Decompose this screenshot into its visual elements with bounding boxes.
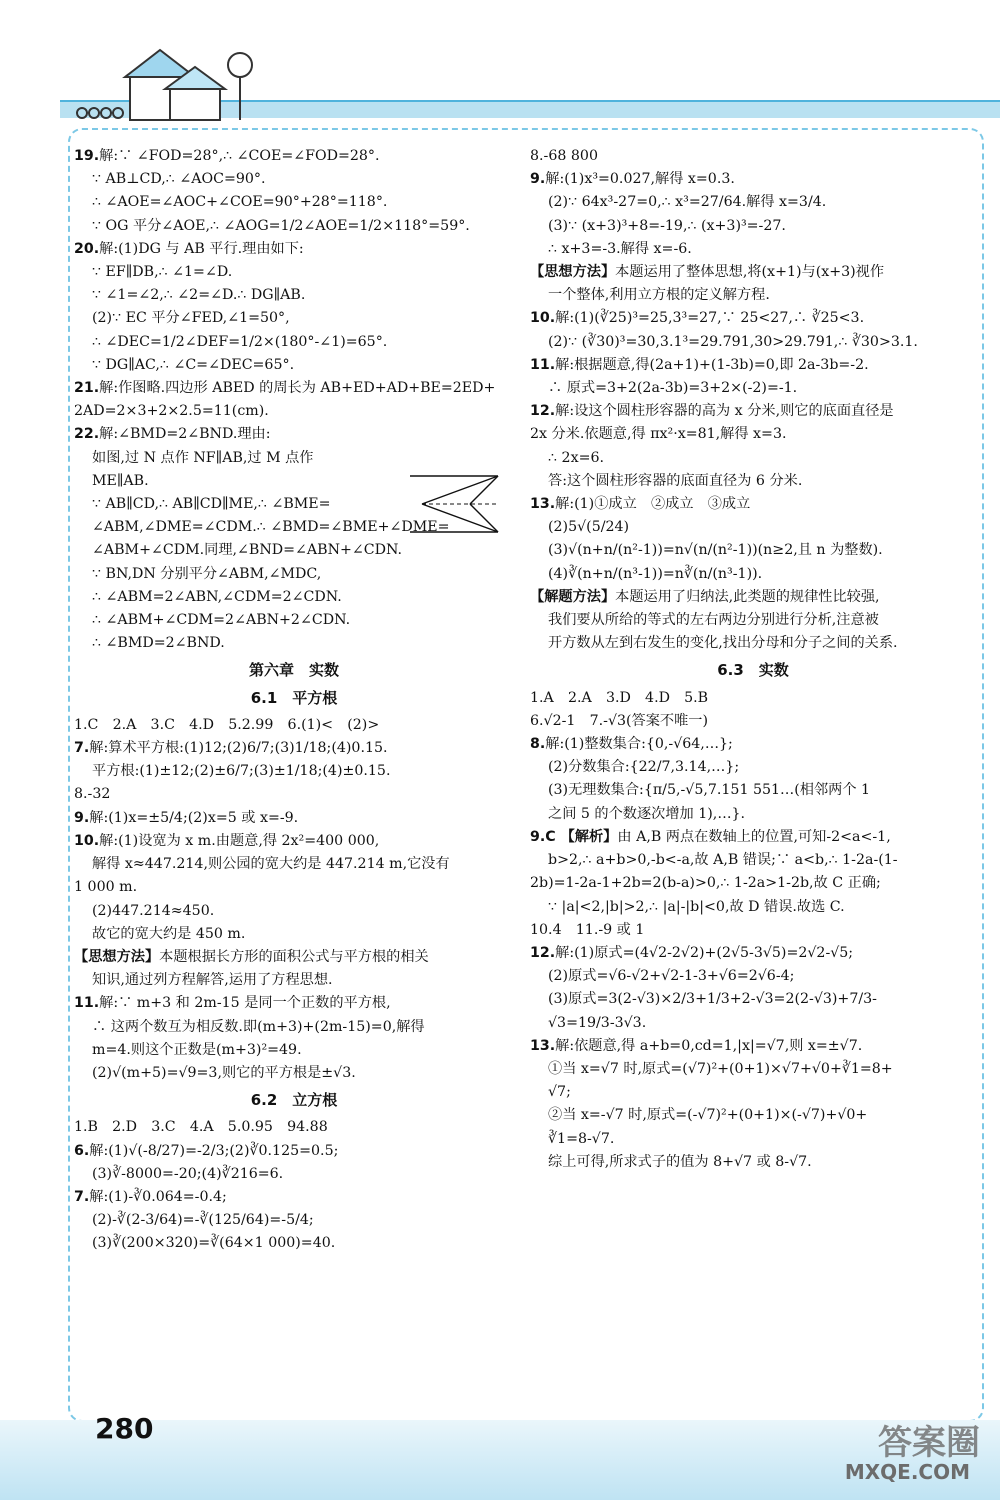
answer-text: 2x 分米.依题意,得 πx²·x=81,解得 x=3. (530, 426, 787, 443)
section-heading (530, 659, 976, 682)
question-number: 10. (74, 832, 100, 849)
answer-line (74, 354, 514, 377)
page-number: 280 (95, 1412, 154, 1445)
answer-line (74, 1209, 514, 1232)
answer-text: (2)分数集合:{22/7,3.14,…}; (548, 759, 740, 776)
geometry-figure (400, 466, 512, 540)
answer-text: 1 000 m. (74, 879, 138, 896)
answer-line (74, 714, 514, 737)
answer-line (530, 710, 976, 733)
answer-line (74, 946, 514, 969)
answer-text: ∵ OG 平分∠AOE,∴ ∠AOG=1/2∠AOE=1/2×118°=59°. (92, 217, 470, 234)
answer-text: √7; (548, 1084, 571, 1101)
answer-text: 解得 x≈447.214,则公园的宽大约是 447.214 m,它没有 (92, 856, 450, 873)
question-number: 13. (530, 1037, 556, 1054)
answer-line (74, 238, 514, 261)
watermark-logo: 答案圈 (878, 1423, 980, 1463)
answer-text: (2)-∛(2-3/64)=-∛(125/64)=-5/4; (92, 1212, 314, 1229)
answer-text: 一个整体,利用立方根的定义解方程. (548, 287, 770, 304)
question-number: 12. (530, 403, 556, 420)
answer-text: 8.-68 800 (530, 148, 598, 164)
answer-line (530, 1035, 976, 1058)
answer-line (530, 896, 976, 919)
answer-line (530, 238, 976, 261)
answer-text: 解:(1)整数集合:{0,-√64,…}; (545, 736, 733, 753)
answer-text: ∵ BN,DN 分别平分∠ABM,∠MDC, (92, 565, 322, 582)
section-title: 6.2 立方根 (250, 1091, 338, 1110)
answer-line (530, 1128, 976, 1151)
answer-line (74, 923, 514, 946)
answer-text: 本题运用了整体思想,将(x+1)与(x+3)视作 (615, 264, 885, 281)
answer-text: ∴ x+3=-3.解得 x=-6. (548, 240, 692, 257)
answer-line (530, 632, 976, 655)
answer-text: 解:(1)DG 与 AB 平行.理由如下: (99, 240, 304, 257)
method-tag: 9.C 【解析】 (530, 828, 618, 845)
answer-text: 知识,通过列方程解答,运用了方程思想. (92, 972, 333, 989)
answer-line (74, 992, 514, 1015)
answer-line (74, 400, 514, 423)
question-number: 6. (74, 1142, 90, 1159)
answer-line (74, 1116, 514, 1139)
answer-text: 解:∠BMD=2∠BND.理由: (99, 426, 271, 443)
answer-line (74, 215, 514, 238)
answer-text: b>2,∴ a+b>0,-b<-a,故 A,B 错误;∵ a<b,∴ 1-2a-(1- (548, 852, 898, 869)
answer-line (74, 423, 514, 446)
answer-line (74, 539, 514, 562)
section-heading (74, 687, 514, 710)
answer-text: 解:(1)①成立 ②成立 ③成立 (555, 496, 751, 513)
answer-line (74, 969, 514, 992)
answer-line (530, 423, 976, 446)
answer-line (530, 756, 976, 779)
answer-text: 由 A,B 两点在数轴上的位置,可知-2<a<-1, (617, 828, 891, 845)
answer-text: (3)∛(200×320)=∛(64×1 000)=40. (92, 1235, 336, 1252)
answer-text: 解:(1)√(-8/27)=-2/3;(2)∛0.125=0.5; (89, 1142, 339, 1159)
answer-text: ∴ ∠ABM+∠CDM=2∠ABN+2∠CDN. (92, 612, 351, 629)
answer-text: 8.-32 (74, 786, 111, 803)
answer-line (74, 284, 514, 307)
answer-text: 之间 5 的个数逐次增加 1),…}. (548, 805, 746, 822)
answer-line (74, 807, 514, 830)
answer-line (530, 965, 976, 988)
answer-text: (2)∵ (∛30)³=30,3.1³=29.791,30>29.791,∴ ∛30>3.1. (548, 333, 918, 350)
answer-line (74, 1186, 514, 1209)
answer-line (74, 632, 514, 655)
answer-line (530, 377, 976, 400)
answer-text: ∵ EF∥DB,∴ ∠1=∠D. (92, 264, 233, 281)
answer-line (530, 168, 976, 191)
section-heading (74, 659, 514, 682)
answer-text: (3)原式=3(2-√3)×2/3+1/3+2-√3=2(2-√3)+7/3- (548, 991, 877, 1008)
answer-text: 1.A 2.A 3.D 4.D 5.B (530, 689, 709, 706)
answer-text: ∴ ∠BMD=2∠BND. (92, 635, 225, 652)
answer-line (74, 307, 514, 330)
answer-line (74, 1232, 514, 1255)
answer-text: (3)∵ (x+3)³+8=-19,∴ (x+3)³=-27. (548, 217, 786, 234)
answer-line (530, 563, 976, 586)
answer-text: (3)无理数集合:{π/5,-√5,7.151 551…(相邻两个 1 (548, 782, 871, 799)
answer-line (530, 779, 976, 802)
answer-text: 平方根:(1)±12;(2)±6/7;(3)±1/18;(4)±0.15. (92, 763, 391, 780)
answer-text: ∴ ∠ABM=2∠ABN,∠CDM=2∠CDN. (92, 588, 342, 605)
section-heading (74, 1089, 514, 1112)
left-column (74, 145, 514, 1256)
answer-text: (2)5√(5/24) (548, 519, 630, 536)
answer-text: 答:这个圆柱形容器的底面直径为 6 分米. (548, 472, 803, 489)
answer-text: 开方数从左到右发生的变化,找出分母和分子之间的关系. (548, 635, 898, 652)
right-column (530, 145, 976, 1174)
answer-line (530, 1151, 976, 1174)
answer-line (530, 516, 976, 539)
answer-text: (2)原式=√6-√2+√2-1-3+√6=2√6-4; (548, 968, 795, 985)
answer-line (530, 1012, 976, 1035)
answer-line (530, 400, 976, 423)
answer-text: ∴ 这两个数互为相反数.即(m+3)+(2m-15)=0,解得 (92, 1018, 425, 1035)
answer-line (74, 563, 514, 586)
answer-line (530, 942, 976, 965)
answer-line (74, 586, 514, 609)
answer-line (530, 586, 976, 609)
answer-line (530, 191, 976, 214)
answer-text: ∴ 2x=6. (548, 449, 604, 466)
answer-text: 本题运用了归纳法,此类题的规律性比较强, (615, 588, 880, 605)
answer-line (74, 737, 514, 760)
section-title: 第六章 实数 (248, 661, 339, 680)
question-number: 22. (74, 426, 100, 443)
answer-line (74, 853, 514, 876)
watermark-url: MXQE.COM (844, 1460, 970, 1484)
answer-line (530, 470, 976, 493)
answer-text: 2AD=2×3+2×2.5=11(cm). (74, 403, 269, 420)
answer-line (530, 1058, 976, 1081)
answer-line (530, 919, 976, 942)
answer-line (74, 1039, 514, 1062)
answer-text: ∵ DG∥AC,∴ ∠C=∠DEC=65°. (92, 356, 295, 373)
answer-line (530, 609, 976, 632)
answer-text: 解:∵ m+3 和 2m-15 是同一个正数的平方根, (99, 995, 391, 1012)
answer-line (74, 760, 514, 783)
answer-text: ∴ ∠DEC=1/2∠DEF=1/2×(180°-∠1)=65°. (92, 333, 388, 350)
answer-line (74, 1163, 514, 1186)
answer-text: 解:设这个圆柱形容器的高为 x 分米,则它的底面直径是 (555, 403, 894, 420)
answer-line (74, 1016, 514, 1039)
question-number: 7. (74, 740, 90, 757)
answer-text: 1.C 2.A 3.C 4.D 5.2.99 6.(1)< (2)> (74, 716, 380, 733)
answer-line (74, 261, 514, 284)
answer-line (74, 191, 514, 214)
answer-text: ∵ AB⊥CD,∴ ∠AOC=90°. (92, 171, 266, 188)
answer-line (74, 377, 514, 400)
question-number: 11. (530, 356, 556, 373)
page-header (0, 0, 1000, 135)
answer-text: 解:∵ ∠FOD=28°,∴ ∠COE=∠FOD=28°. (99, 148, 380, 164)
answer-line (74, 609, 514, 632)
answer-line (74, 876, 514, 899)
answer-text: 故它的宽大约是 450 m. (92, 925, 246, 942)
answer-text: 本题根据长方形的面积公式与平方根的相关 (159, 948, 429, 965)
answer-text: 解:根据题意,得(2a+1)+(1-3b)=0,即 2a-3b=-2. (555, 356, 869, 373)
answer-line (530, 1104, 976, 1127)
answer-line (530, 733, 976, 756)
answer-text: (2)∵ 64x³-27=0,∴ x³=27/64.解得 x=3/4. (548, 194, 827, 211)
answer-text: 解:(1)(∛25)³=25,3³=27,∵ 25<27,∴ ∛25<3. (555, 310, 865, 327)
answer-text: 解:算术平方根:(1)12;(2)6/7;(3)1/18;(4)0.15. (89, 740, 388, 757)
answer-line (74, 145, 514, 168)
answer-text: ∴ ∠AOE=∠AOC+∠COE=90°+28°=118°. (92, 194, 388, 211)
answer-line (74, 1140, 514, 1163)
house-illustration-icon (70, 45, 260, 125)
answer-text: (2)√(m+5)=√9=3,则它的平方根是±√3. (92, 1064, 356, 1081)
answer-text: 解:(1)设宽为 x m.由题意,得 2x²=400 000, (99, 832, 380, 849)
answer-text: ∵ ∠1=∠2,∴ ∠2=∠D.∴ DG∥AB. (92, 287, 306, 304)
answer-text: (4)∛(n+n/(n³-1))=n∛(n/(n³-1)). (548, 565, 763, 582)
answer-line (530, 145, 976, 168)
answer-line (530, 687, 976, 710)
question-number: 13. (530, 496, 556, 513)
section-title: 6.3 实数 (717, 661, 789, 680)
answer-text: ∠ABM+∠CDM.同理,∠BND=∠ABN+∠CDN. (92, 542, 402, 559)
answer-text: 10.4 11.-9 或 1 (530, 921, 645, 938)
answer-line (74, 783, 514, 806)
answer-text: ①当 x=√7 时,原式=(√7)²+(0+1)×√7+√0+∛1=8+ (548, 1060, 893, 1077)
answer-line (74, 331, 514, 354)
question-number: 12. (530, 944, 556, 961)
answer-text: (2)447.214≈450. (92, 902, 215, 919)
question-number: 20. (74, 240, 100, 257)
answer-text: ∵ |a|<2,|b|>2,∴ |a|-|b|<0,故 D 错误.故选 C. (548, 898, 845, 915)
answer-text: 综上可得,所求式子的值为 8+√7 或 8-√7. (548, 1153, 812, 1170)
answer-line (530, 215, 976, 238)
answer-line (74, 900, 514, 923)
answer-line (530, 988, 976, 1011)
answer-line (530, 284, 976, 307)
answer-text: 解:作图略.四边形 ABED 的周长为 AB+ED+AD+BE=2ED+ (99, 380, 496, 397)
answer-text: 如图,过 N 点作 NF∥AB,过 M 点作 (92, 449, 314, 466)
answer-text: 解:(1)-∛0.064=-0.4; (89, 1188, 227, 1205)
answer-text: √3=19/3-3√3. (548, 1014, 647, 1031)
answer-text: ∴ 原式=3+2(2a-3b)=3+2×(-2)=-1. (548, 380, 798, 397)
answer-line (530, 826, 976, 849)
answer-text: 解:依题意,得 a+b=0,cd=1,|x|=√7,则 x=±√7. (555, 1037, 863, 1054)
answer-line (530, 331, 976, 354)
question-number: 9. (530, 171, 546, 188)
question-number: 21. (74, 380, 100, 397)
answer-text: 解:(1)x³=0.027,解得 x=0.3. (545, 171, 735, 188)
answer-text: ∵ AB∥CD,∴ AB∥CD∥ME,∴ ∠BME= (92, 496, 331, 513)
answer-line (530, 539, 976, 562)
answer-line (74, 168, 514, 191)
answer-text: m=4.则这个正数是(m+3)²=49. (92, 1041, 302, 1058)
question-number: 11. (74, 995, 100, 1012)
answer-text: ME∥AB. (92, 472, 149, 489)
answer-line (530, 307, 976, 330)
section-title: 6.1 平方根 (250, 688, 338, 707)
answer-line (530, 849, 976, 872)
question-number: 9. (74, 809, 90, 826)
method-tag: 【思想方法】 (530, 264, 616, 281)
answer-line (530, 447, 976, 470)
answer-line (530, 872, 976, 895)
answer-text: ∠ABM,∠DME=∠CDM.∴ ∠BMD=∠BME+∠DME= (92, 519, 450, 536)
answer-line (530, 1081, 976, 1104)
question-number: 10. (530, 310, 556, 327)
question-number: 7. (74, 1188, 90, 1205)
answer-text: 解:(1)原式=(4√2-2√2)+(2√5-3√5)=2√2-√5; (555, 944, 854, 961)
answer-text: 解:(1)x=±5/4;(2)x=5 或 x=-9. (89, 809, 299, 826)
answer-text: ∛1=8-√7. (548, 1130, 615, 1147)
answer-line (530, 354, 976, 377)
question-number: 8. (530, 736, 546, 753)
answer-text: ②当 x=-√7 时,原式=(-√7)²+(0+1)×(-√7)+√0+ (548, 1107, 868, 1124)
answer-text: 2b)=1-2a-1+2b=2(b-a)>0,∴ 1-2a>1-2b,故 C 正确; (530, 875, 881, 892)
answer-line (530, 261, 976, 284)
answer-text: (3)√(n+n/(n²-1))=n√(n/(n²-1))(n≥2,且 n 为整数). (548, 542, 883, 559)
answer-line (74, 830, 514, 853)
answer-text: 6.√2-1 7.-√3(答案不唯一) (530, 712, 709, 729)
method-tag: 【解题方法】 (530, 588, 616, 605)
answer-text: 1.B 2.D 3.C 4.A 5.0.95 94.88 (74, 1119, 328, 1136)
answer-text: 我们要从所给的等式的左右两边分别进行分析,注意被 (548, 612, 879, 629)
answer-text: (2)∵ EC 平分∠FED,∠1=50°, (92, 310, 290, 327)
method-tag: 【思想方法】 (74, 948, 160, 965)
answer-line (530, 493, 976, 516)
answer-text: (3)∛-8000=-20;(4)∛216=6. (92, 1165, 284, 1182)
question-number: 19. (74, 148, 100, 164)
answer-line (530, 803, 976, 826)
answer-line (74, 1062, 514, 1085)
